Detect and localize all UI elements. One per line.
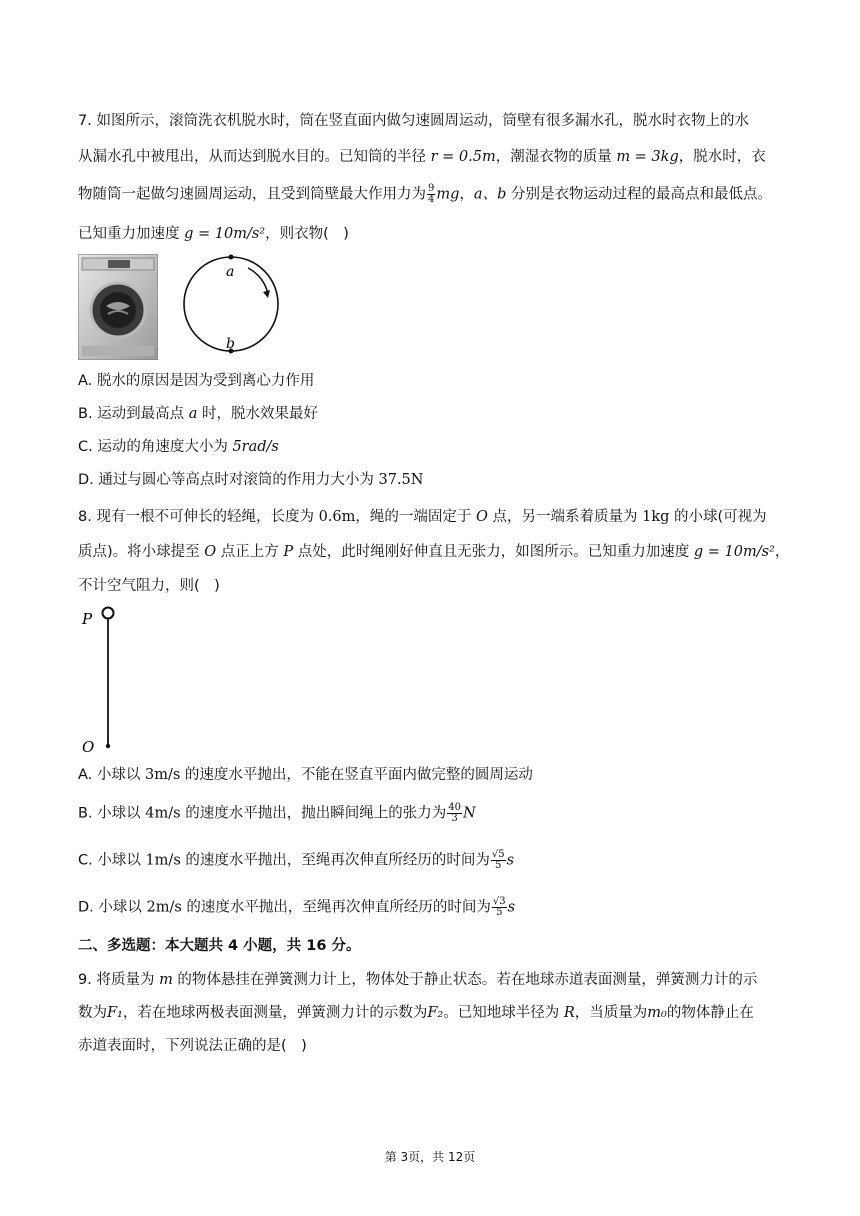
- label-b: b: [226, 336, 235, 352]
- point-o-dot: [106, 744, 110, 748]
- q8-line-3: 不计空气阻力，则( ): [78, 578, 220, 594]
- points-ab: a、b: [473, 186, 507, 203]
- page-footer: 第 3页，共 12页: [384, 1150, 476, 1164]
- drum-circle-diagram: [178, 252, 284, 358]
- q8-option-c: C. 小球以 1m/s 的速度水平抛出，至绳再次伸直所经历的时间为 $\frac{√5}{5}$ s: [78, 849, 515, 871]
- label-o: O: [82, 738, 95, 756]
- rotation-arrowhead-icon: [263, 290, 270, 298]
- fraction-40-3: $\frac{40}{3}$: [448, 802, 461, 824]
- q8-line-2: 质点)。将小球提至 O 点正上方 P 点处，此时绳刚好伸直且无张力，如图所示。已知重力加速度 g = 10m/s²，: [78, 544, 790, 560]
- q7-option-b: B. 运动到最高点 a 时，脱水效果最好: [78, 406, 319, 422]
- q7-option-c: C. 运动的角速度大小为 5rad/s: [78, 439, 279, 455]
- point-a-dot: [229, 255, 234, 260]
- label-p: P: [82, 610, 93, 628]
- q7-text: ，潮湿衣物的质量: [495, 149, 612, 165]
- q7-line-3: 物随筒一起做匀速圆周运动，且受到筒壁最大作用力为 $\frac{9}{4}$ mg，a、b 分别是衣物运动过程的最高点和最低点。: [78, 183, 772, 205]
- fraction-sqrt3-5: $\frac{√3}{5}$: [492, 896, 506, 918]
- mass-value: m = 3kg: [616, 149, 679, 165]
- gravity-value: g = 10m/s²: [184, 226, 266, 242]
- q7-option-a: A. 脱水的原因是因为受到离心力作用: [78, 373, 315, 389]
- rope-diagram: [80, 600, 130, 760]
- q7-option-d: D. 通过与圆心等高点时对滚筒的作用力大小为 37.5N: [78, 472, 424, 488]
- ball-at-p: [103, 608, 114, 619]
- washing-machine-image: [78, 254, 158, 360]
- mg-symbol: mg: [436, 186, 460, 203]
- fraction-9-4: $\frac{9}{4}$: [428, 183, 435, 205]
- q8-option-b: B. 小球以 4m/s 的速度水平抛出，抛出瞬间绳上的张力为 $\frac{40}{3}$ N: [78, 802, 476, 824]
- q7-text: 从漏水孔中被甩出，从而达到脱水目的。已知筒的半径: [78, 149, 426, 165]
- q7-line-4: 已知重力加速度 g = 10m/s²，则衣物( ): [78, 226, 349, 242]
- radius-value: r = 0.5m: [430, 149, 496, 165]
- q8-option-d: D. 小球以 2m/s 的速度水平抛出，至绳再次伸直所经历的时间为 $\frac{√3}{5}$ s: [78, 896, 516, 918]
- label-a: a: [226, 264, 235, 280]
- q8-line-1: 8. 现有一根不可伸长的轻绳，长度为 0.6m，绳的一端固定于 O 点，另一端系着质量为 1kg 的小球(可视为: [78, 509, 767, 525]
- q7-text: 7. 如图所示，滚筒洗衣机脱水时，筒在竖直面内做匀速圆周运动，筒壁有很多漏水孔，脱水时衣物上的水: [78, 113, 749, 129]
- q7-text: 物随筒一起做匀速圆周运动，且受到筒壁最大作用力为: [78, 186, 426, 203]
- q7-line-1: [78, 111, 749, 131]
- q9-line-2: 数为F₁，若在地球两极表面测量，弹簧测力计的示数为F₂。已知地球半径为 R，当质量为m₀的物体静止在: [78, 1005, 754, 1021]
- q9-line-3: 赤道表面时，下列说法正确的是( ): [78, 1038, 307, 1054]
- section-2-heading: 二、多选题：本大题共 4 小题，共 16 分。: [78, 938, 361, 954]
- q7-line-2: [78, 147, 766, 167]
- fraction-sqrt5-5: $\frac{√5}{5}$: [491, 849, 505, 871]
- q8-option-a: A. 小球以 3m/s 的速度水平抛出，不能在竖直平面内做完整的圆周运动: [78, 767, 533, 783]
- q9-line-1: 9. 将质量为 m 的物体悬挂在弹簧测力计上，物体处于静止状态。若在地球赤道表面测量，弹簧测力计的示: [78, 972, 758, 988]
- q7-text: ，脱水时，衣: [678, 149, 766, 165]
